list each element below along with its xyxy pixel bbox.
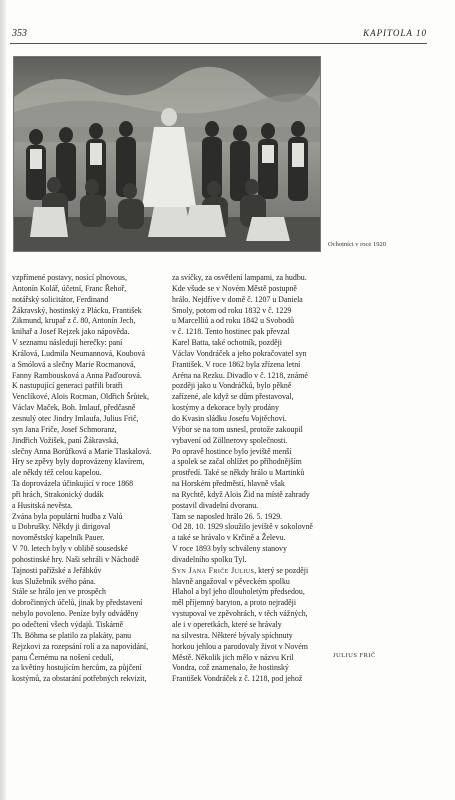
text-line: na silvestra. Některé bývaly spíchnuty [172,630,293,640]
text-line: Václav Vondráček a jeho pokračovatel syn [172,348,307,358]
text-line: Jindřich Vožišek, paní Žákravská, [12,435,119,445]
text-line: pohostinské hry. Naši sehráli v Náchodě [12,554,140,564]
text-line: zesnulý otec Jindry Imlaufa, Julius Frič, [12,413,139,423]
text-line: Ta doprovázela účinkující v roce 1868 [12,479,134,489]
text-line: dobročinných účelů, jinak by představení [12,598,143,608]
text-line: Aréna na Rezku. Divadlo v č. 1218, známé [172,370,308,380]
text-line: horkou jehlou a parodovaly život v Novém [172,641,308,651]
text-line: hrálo. Nejdříve v domě č. 1207 u Daniela [172,294,303,304]
text-line: a spolek se začal ohlížet po příhodnějším [172,457,302,467]
text-line: Po opravě hostince bylo jeviště menší [172,446,292,456]
text-line: syn Jana Friče, Josef Schmoranz, [12,424,117,434]
text-line: postavil divadelní dvoranu. [172,500,259,510]
text-line: měl příjemný baryton, a proto nejraději [172,598,297,608]
text-line: Antonín Kolář, účetní, Franc Řehoř, [12,283,127,293]
text-line: do Kvasin sládku Josefu Vojtěchovi. [172,413,287,423]
page-number: 353 [12,28,27,39]
text-line: Městě. Několik jich mělo v názvu Kril [172,652,294,662]
text-line: Rejzkovi za rozepsání rolí a za napovídání, [12,641,149,651]
text-line: Karel Batta, také ochotník, později [172,338,282,348]
left-text-column [12,273,167,685]
paragraph-start-line [172,566,327,577]
text-line: Hlahol a byl jeho dlouholetým předsedou, [172,587,305,597]
chapter-label: KAPITOLA 10 [363,28,427,38]
text-line: V seznamu následují herečky: paní [12,338,123,348]
text-line: u Dobrušky. Někdy ji dirigoval [12,522,111,532]
text-line: za svíčky, za osvětlení lampami, za hudbu. [172,273,307,282]
text-line: František Vondráček z č. 1218, pod jehož [172,674,303,684]
text-line: v č. 1218. Tento hostinec pak převzal [172,327,290,337]
text-line: Tam se naposled hrálo 26. 5. 1929. [172,511,283,521]
text-line: vystupoval ve zpěvohrách, v těch vážných, [172,609,308,619]
text-line: a Smólová a slečny Marie Rocmanová, [12,359,136,369]
text-line: Th. Böhma se platilo za plakáty, panu [12,630,132,640]
margin-note: JULIUS FRIČ [333,652,376,659]
text-line: později jako u Vondráčků, bylo pěkně [172,381,292,391]
header-rule [10,43,427,44]
running-header [10,26,427,42]
text-line: Králová, Ludmila Neumannová, Koubová [12,348,146,358]
text-line: Kde všude se v Novém Městě postupně [172,283,297,293]
text-line: na Horském předměstí, hlavně však [172,479,285,489]
text-line: novoměstský kapelník Pauer. [12,533,105,543]
text-line: prostředí. Také se někdy hrálo u Martinků [172,468,305,478]
text-line: a Husitská nevěsta. [12,500,73,510]
text-line: na Rychtě, když Alois Žid na místě zahrady [172,489,310,499]
text-fragment: , který se později [254,565,309,575]
text-line: V roce 1893 byly schváleny stanovy [172,544,287,554]
text-line: František. V roce 1862 byla zřízena letní [172,359,301,369]
text-line: vzpřímené postavy, nosící plnovous, [12,273,127,282]
text-line: za květiny hostujícím hercům, za půjčení [12,663,142,673]
text-line: Výbor se na tom usnesl, protože zakoupil [172,424,303,434]
photo-caption: Ochotníci v roce 1920 [328,241,386,248]
text-line: po odečtení všech výdajů. Tiskárně [12,620,124,629]
text-line: při hrách, Strakonický dudák [12,489,104,499]
text-line: slečny Anna Borůfková a Marie Tlaskalová. [12,446,152,456]
text-line: notářský solicitátor, Ferdinand [12,294,109,304]
text-line: kus Služebník svého pána. [12,576,96,586]
text-line: divadelního spolku Tyl. [172,554,247,564]
text-line: zařízené, ale když se dům přestavoval, [172,392,294,402]
text-line: Fanny Rambousková a Anna Paďourová. [12,370,142,380]
text-line: ale někdy též celou kapelou. [12,468,102,478]
text-line: Od 28. 10. 1929 sloužilo jeviště v sokolovně [172,522,313,532]
text-line: Venclíkové, Alois Rocman, Oldřich Šrůtek, [12,392,149,402]
text-line: V 70. letech byly v oblibě sousedské [12,544,128,554]
right-text-column [172,273,327,685]
text-line: Tajnosti pařížské a Jeřábkův [12,565,102,575]
text-line: u Marcelliů a od roku 1842 u Svobodů [172,316,295,326]
text-line: Zikmund, krupař z č. 80, Antonín Jech, [12,316,136,326]
text-line: Žákravský, hostinský z Plácku, František [12,305,142,315]
paragraph-lead-in: Syn Jana Friče Julius [172,565,255,575]
group-photograph [13,56,321,252]
text-line: kostýmy a dekorace byly prodány [172,403,279,413]
text-line: nebylo povoleno. Peníze byly odváděny [12,609,139,619]
text-line: Smoly, potom od roku 1832 v č. 1229 [172,305,292,315]
text-line: ale i v operetkách, které se hrávaly [172,620,282,629]
text-line: Stále se hrálo jen ve prospěch [12,587,106,597]
text-line: Zvána byla populární hudba z Valů [12,511,123,521]
text-line: Vondra, což znamenalo, že hostinský [172,663,289,673]
binding-shadow [0,0,6,800]
text-line: vybavení od Zöllnerovy společnosti. [172,435,288,445]
text-line: panu Černému na nošení cedulí, [12,652,114,662]
text-line: kostýmů, za obstarání potřebných rekvizit, [12,674,147,684]
text-line: Václav Maček, Boh. Imlauf, předčasně [12,403,136,413]
text-line: knihař a Josef Rejzek jako nápověda. [12,327,130,337]
text-line: a také se hrávalo v Krčině a Želevu. [172,533,286,543]
text-line: hlavně angažoval v pěveckém spolku [172,576,290,586]
amateur-theatre-group-photo [14,57,320,251]
text-line: K nastupující generaci patřili bratři [12,381,123,391]
text-line: Hry se zpěvy byly doprovázeny klavírem, [12,457,145,467]
